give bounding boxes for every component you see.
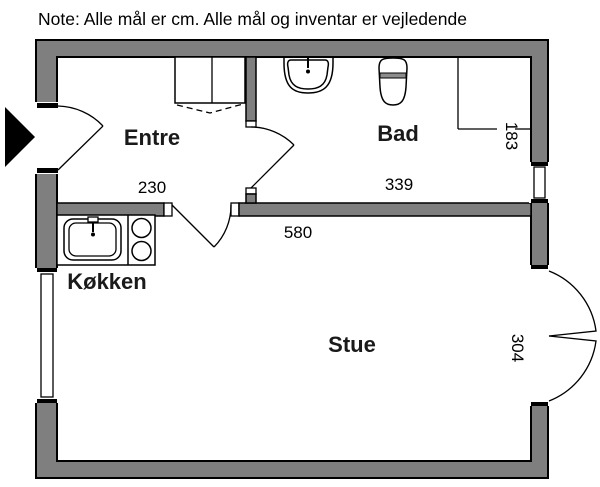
dim-entre-width: 230 <box>137 178 167 197</box>
dim-bad-width: 339 <box>384 175 414 194</box>
wall-entre-bad-lower <box>246 194 256 203</box>
wall-kitchen-entre <box>57 203 164 216</box>
door-leaf-top <box>549 271 596 336</box>
faucet-base <box>88 217 98 222</box>
wall-end-cap <box>246 121 256 127</box>
toilet-body <box>379 58 407 105</box>
room-label-bad: Bad <box>377 121 419 146</box>
window-cap <box>37 399 57 403</box>
door-jamb <box>37 168 58 173</box>
wall-end-cap <box>164 203 172 216</box>
window-cap <box>37 268 57 272</box>
toilet <box>379 58 407 105</box>
french-doors <box>529 265 596 406</box>
window-cap <box>531 162 548 166</box>
room-label-entre: Entre <box>123 125 181 150</box>
room-label-kokken: Køkken <box>67 269 147 294</box>
dim-stue-width: 580 <box>283 223 313 242</box>
wardrobe-body <box>175 57 245 103</box>
note-text: Note: Alle mål er cm. Alle mål og inventar er vejledende <box>38 9 467 29</box>
door-opening <box>529 265 550 406</box>
wall-end-cap <box>231 203 239 216</box>
kitchen-counter <box>57 215 155 265</box>
window-glass <box>41 274 53 397</box>
washbasin <box>284 57 333 93</box>
toilet-seat-hinge <box>380 73 406 78</box>
wall-entre-bad-upper <box>246 57 256 121</box>
bathroom-window <box>529 162 550 203</box>
kitchen-window <box>34 268 59 403</box>
drain-dot <box>306 70 310 74</box>
faucet-dot <box>91 233 95 237</box>
window-cap <box>531 199 548 203</box>
door-cap <box>531 265 548 269</box>
window-glass <box>534 167 545 198</box>
room-label-stue: Stue <box>328 332 376 357</box>
door-jamb <box>37 103 58 108</box>
dim-bad-depth: 183 <box>502 121 521 151</box>
entrance-arrow-icon <box>5 107 35 167</box>
wall-end-cap <box>246 188 256 194</box>
door-opening <box>34 102 59 174</box>
door-cap <box>531 402 548 406</box>
wall-bad-stue <box>239 203 531 216</box>
door-leaf-bottom <box>549 336 596 401</box>
dim-stue-depth: 304 <box>508 333 527 363</box>
